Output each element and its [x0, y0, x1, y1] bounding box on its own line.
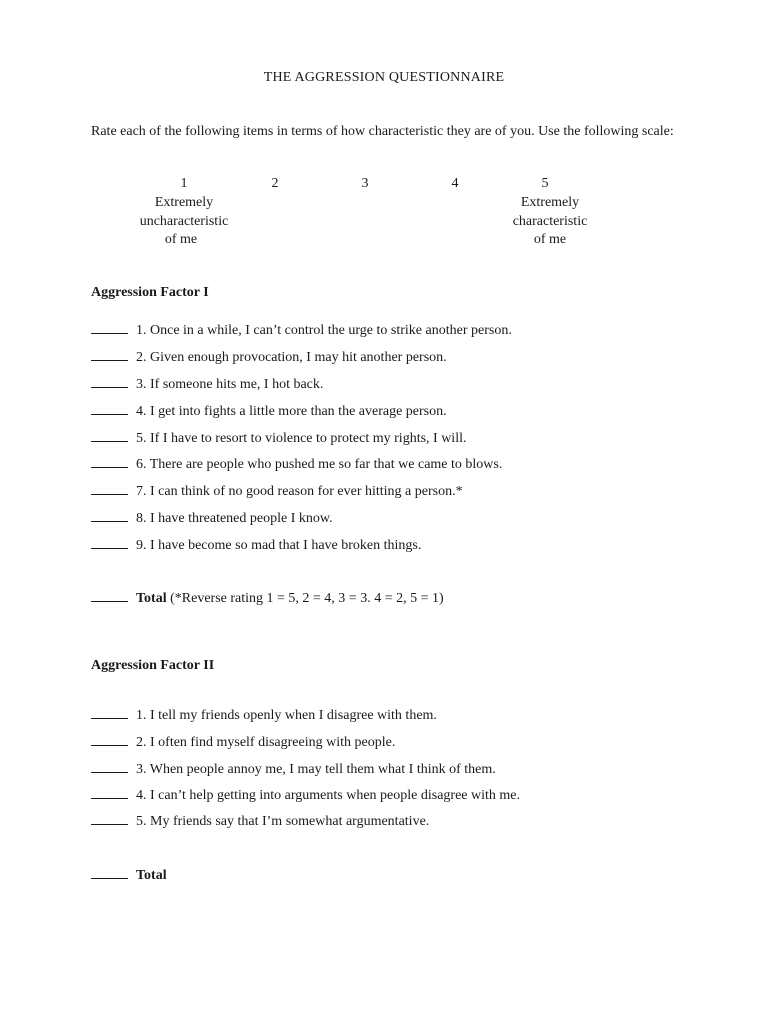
answer-blank[interactable]	[91, 400, 128, 415]
answer-blank[interactable]	[91, 346, 128, 361]
item-text: 5. If I have to resort to violence to protect my rights, I will.	[136, 431, 467, 446]
factor-2-item	[91, 784, 520, 804]
answer-blank[interactable]	[91, 507, 128, 522]
scale-low-anchor-line: Extremely	[154, 195, 214, 210]
factor-1-item	[91, 453, 502, 473]
scale-point-5: 5	[541, 176, 549, 191]
page-title: THE AGGRESSION QUESTIONNAIRE	[263, 70, 505, 85]
factor-2-item	[91, 758, 496, 778]
answer-blank[interactable]	[91, 480, 128, 495]
item-text: 3. If someone hits me, I hot back.	[136, 377, 324, 392]
scale-point-3: 3	[361, 176, 369, 191]
scale-point-1: 1	[180, 176, 188, 191]
scale-low-anchor-line: of me	[164, 232, 198, 247]
scale-high-anchor-line: Extremely	[520, 195, 580, 210]
instructions: Rate each of the following items in terms of how characteristic they are of you. Use the following scale:	[91, 124, 674, 139]
factor-1-item	[91, 400, 447, 420]
scale-high-anchor	[480, 194, 620, 250]
answer-blank[interactable]	[91, 731, 128, 746]
answer-blank[interactable]	[91, 534, 128, 549]
factor-2-heading: Aggression Factor II	[91, 658, 215, 673]
answer-blank[interactable]	[91, 427, 128, 442]
answer-blank[interactable]	[91, 373, 128, 388]
scale-point-2: 2	[271, 176, 279, 191]
factor-1-total	[91, 587, 444, 607]
total-label: Total	[136, 868, 167, 883]
item-text: 2. Given enough provocation, I may hit another person.	[136, 350, 447, 365]
item-text: 5. My friends say that I’m somewhat argumentative.	[136, 814, 430, 829]
factor-1-item	[91, 507, 333, 527]
item-text: 6. There are people who pushed me so far that we came to blows.	[136, 457, 503, 472]
scale-low-anchor	[114, 194, 254, 250]
answer-blank[interactable]	[91, 319, 128, 334]
item-text: 4. I can’t help getting into arguments when people disagree with me.	[136, 788, 520, 803]
factor-2-item	[91, 704, 437, 724]
factor-2-item	[91, 731, 395, 751]
scale-point-4: 4	[451, 176, 459, 191]
answer-blank[interactable]	[91, 704, 128, 719]
total-label: Total	[136, 591, 167, 606]
factor-1-item	[91, 346, 447, 366]
factor-2-item	[91, 810, 429, 830]
item-text: 3. When people annoy me, I may tell them what I think of them.	[136, 762, 496, 777]
item-text: 1. I tell my friends openly when I disagree with them.	[136, 708, 437, 723]
factor-1-heading: Aggression Factor I	[91, 285, 209, 300]
factor-1-item	[91, 480, 463, 500]
answer-blank[interactable]	[91, 784, 128, 799]
scale-high-anchor-line: characteristic	[512, 213, 588, 229]
factor-1-item	[91, 534, 421, 554]
item-text: 4. I get into fights a little more than the average person.	[136, 404, 447, 419]
item-text: 1. Once in a while, I can’t control the urge to strike another person.	[136, 323, 512, 338]
total-blank[interactable]	[91, 864, 128, 879]
item-text: 7. I can think of no good reason for ever hitting a person.*	[136, 484, 463, 499]
reverse-rating-note: (*Reverse rating 1 = 5, 2 = 4, 3 = 3. 4 = 2, 5 = 1)	[170, 591, 444, 606]
factor-1-item	[91, 319, 512, 339]
answer-blank[interactable]	[91, 758, 128, 773]
factor-1-item	[91, 427, 466, 447]
item-text: 9. I have become so mad that I have broken things.	[136, 538, 422, 553]
total-blank[interactable]	[91, 587, 128, 602]
factor-1-item	[91, 373, 323, 393]
item-text: 2. I often find myself disagreeing with people.	[136, 735, 396, 750]
answer-blank[interactable]	[91, 810, 128, 825]
factor-2-total	[91, 864, 167, 884]
scale-high-anchor-line: of me	[533, 232, 567, 247]
scale-low-anchor-line: uncharacteristic	[139, 213, 229, 229]
item-text: 8. I have threatened people I know.	[136, 511, 333, 526]
answer-blank[interactable]	[91, 453, 128, 468]
